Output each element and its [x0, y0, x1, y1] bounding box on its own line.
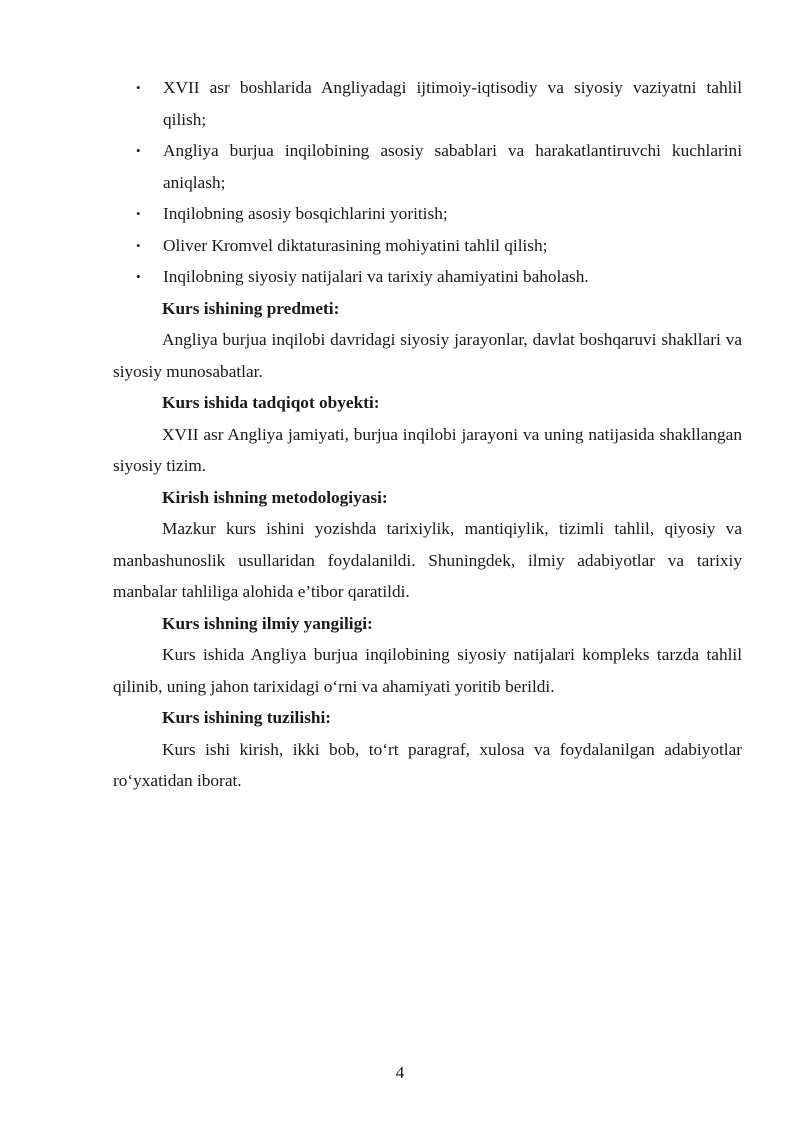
page-number: 4: [395, 1063, 405, 1082]
list-item: [113, 261, 742, 293]
list-item-text: Oliver Kromvel diktaturasining mohiyatini tahlil qilish;: [163, 235, 548, 255]
bullet-icon: •: [136, 206, 141, 221]
bullet-icon: •: [136, 269, 141, 284]
section-heading: Kirish ishning metodologiyasi:: [162, 487, 388, 507]
section-heading: Kurs ishining predmeti:: [162, 298, 340, 318]
section-paragraph: XVII asr Angliya jamiyati, burjua inqilobi jarayoni va uning natijasida shakllangan siyosiy tizim.: [113, 424, 742, 475]
objectives-list: [113, 72, 742, 293]
section-structure: [113, 702, 742, 797]
section-methodology: [113, 482, 742, 608]
section-paragraph: Kurs ishida Angliya burjua inqilobining siyosiy natijalari kompleks tarzda tahlil qilinib, uning jahon tarixidagi o‘rni va ahamiyati yoritib berildi.: [113, 645, 742, 696]
document-page: [113, 72, 742, 797]
section-heading: Kurs ishida tadqiqot obyekti:: [162, 393, 380, 412]
list-item-text: Angliya burjua inqilobining asosiy sabablari va harakatlantiruvchi kuchlarini aniqlash;: [163, 141, 742, 192]
section-paragraph: Mazkur kurs ishini yozishda tarixiylik, mantiqiylik, tizimli tahlil, qiyosiy va manbashunoslik usullaridan foydalanildi. Shuningdek, ilmiy adabiyotlar va tarixiy manbalar tahliliga alohida e’tibor qaratildi.: [113, 519, 742, 601]
list-item-text: Inqilobning asosiy bosqichlarini yoritish;: [163, 204, 448, 223]
section-paragraph: Kurs ishi kirish, ikki bob, to‘rt paragraf, xulosa va foydalanilgan adabiyotlar ro‘yxatidan iborat.: [113, 739, 742, 790]
list-item: [113, 230, 742, 262]
bullet-icon: •: [136, 237, 141, 253]
section-subject: [113, 293, 742, 388]
section-heading: Kurs ishning ilmiy yangiligi:: [162, 613, 373, 633]
section-paragraph: Angliya burjua inqilobi davridagi siyosiy jarayonlar, davlat boshqaruvi shakllari va siyosiy munosabatlar.: [113, 330, 742, 381]
section-heading: Kurs ishining tuzilishi:: [162, 708, 332, 727]
bullet-icon: •: [136, 143, 141, 158]
list-item: [113, 135, 742, 198]
bullet-icon: •: [136, 80, 141, 95]
section-scientific-novelty: [113, 608, 742, 703]
list-item: [113, 198, 742, 230]
list-item: [113, 72, 742, 135]
section-research-object: [113, 387, 742, 482]
list-item-text: Inqilobning siyosiy natijalari va tarixiy ahamiyatini baholash.: [163, 267, 589, 286]
list-item-text: XVII asr boshlarida Angliyadagi ijtimoiy-iqtisodiy va siyosiy vaziyatni tahlil qilish;: [163, 78, 742, 129]
